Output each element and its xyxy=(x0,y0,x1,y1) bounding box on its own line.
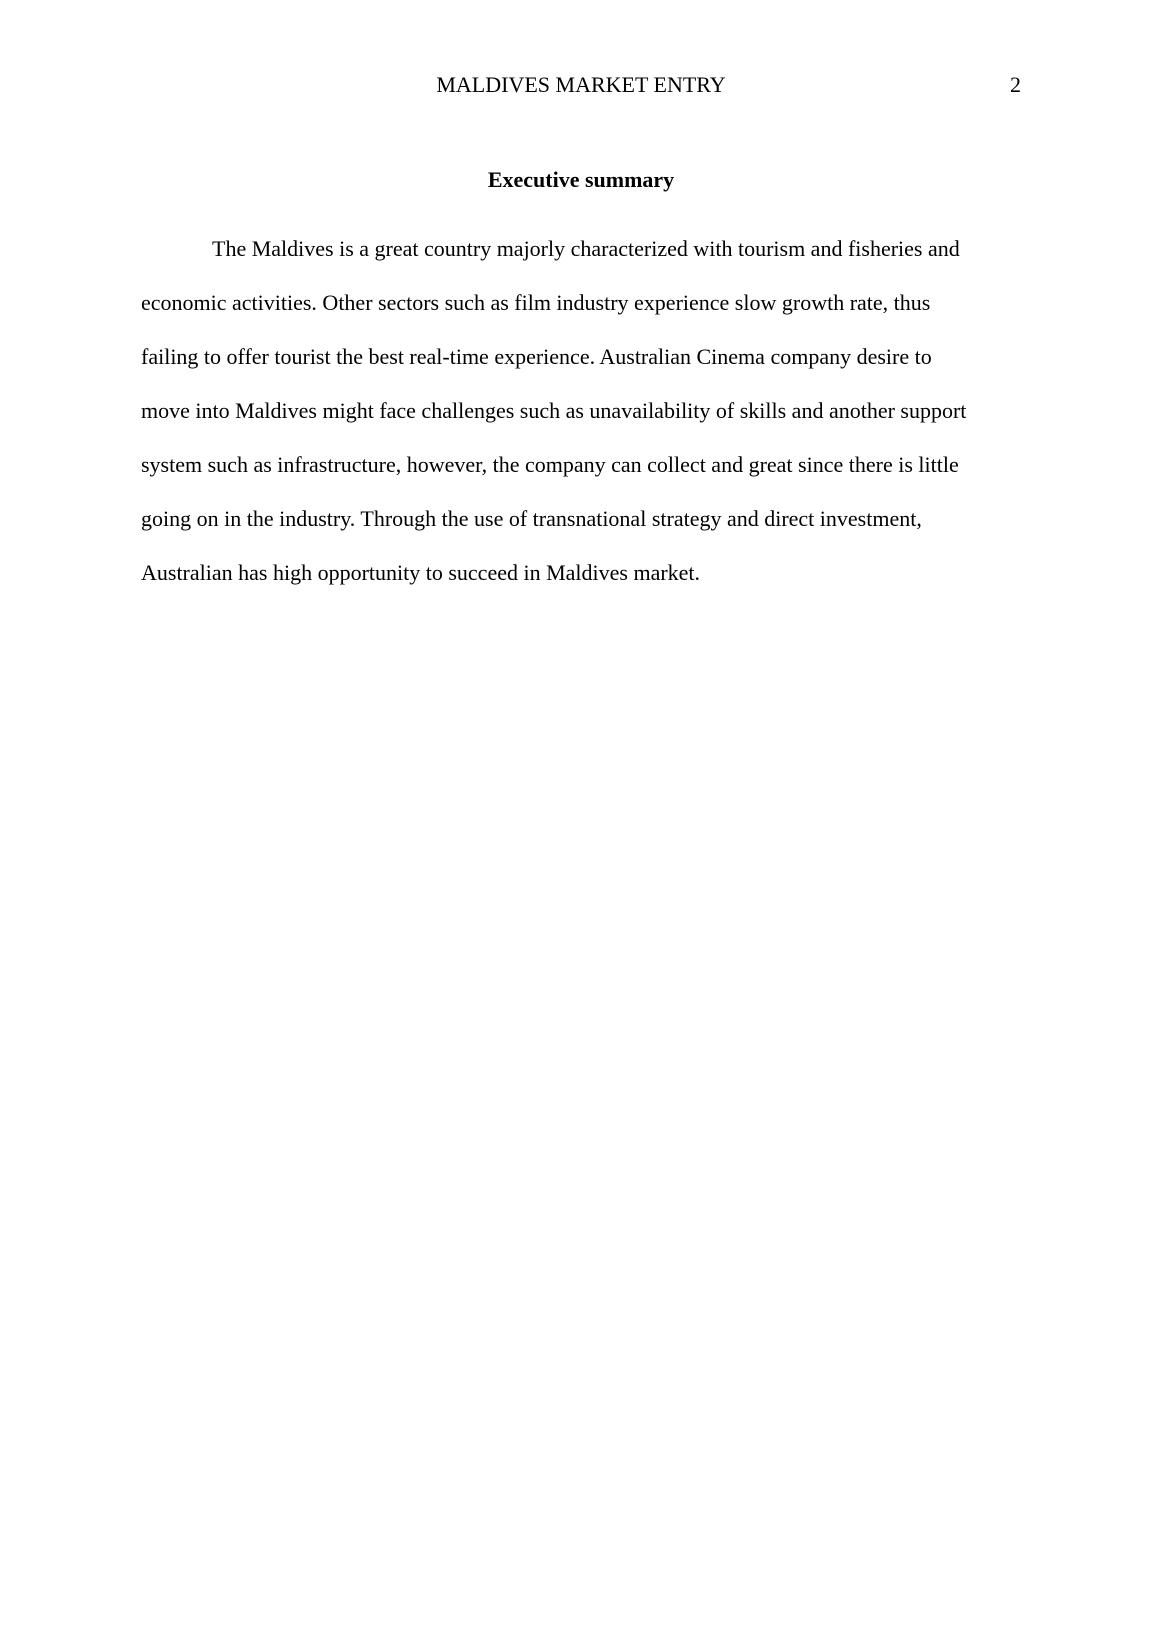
page-number: 2 xyxy=(1010,72,1021,97)
executive-summary-paragraph xyxy=(141,222,1021,600)
running-head-title: MALDIVES MARKET ENTRY xyxy=(436,72,726,97)
paragraph-line: system such as infrastructure, however, the company can collect and great since there is little xyxy=(141,452,959,477)
section-heading: Executive summary xyxy=(487,167,675,192)
paragraph-line: going on in the industry. Through the use of transnational strategy and direct investment, xyxy=(141,506,922,531)
running-head xyxy=(141,70,1021,100)
paragraph-line: The Maldives is a great country majorly characterized with tourism and fisheries and xyxy=(212,236,960,261)
paragraph-line: failing to offer tourist the best real-time experience. Australian Cinema company desire to xyxy=(141,344,932,369)
paragraph-line: move into Maldives might face challenges such as unavailability of skills and another support xyxy=(141,398,967,423)
paragraph-line: Australian has high opportunity to succeed in Maldives market. xyxy=(141,560,701,585)
paragraph-line: economic activities. Other sectors such as film industry experience slow growth rate, thus xyxy=(141,290,931,315)
